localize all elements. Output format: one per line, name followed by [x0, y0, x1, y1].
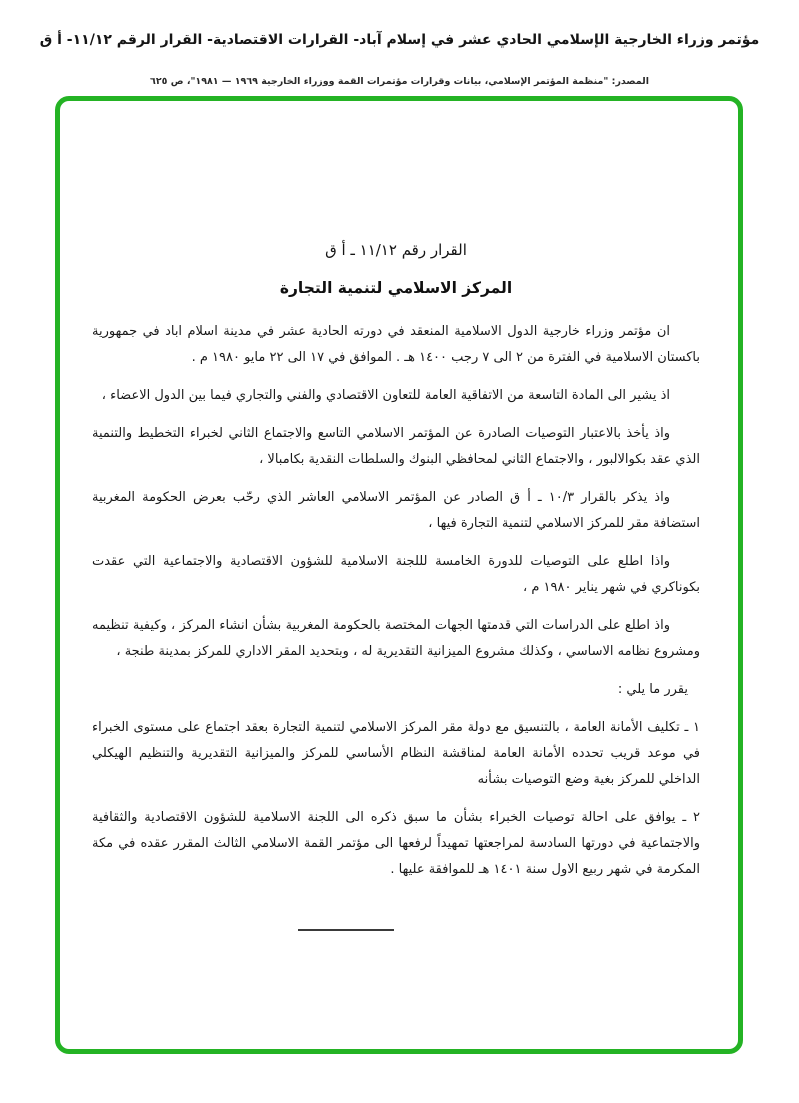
- preamble-paragraph-2: اذ يشير الى المادة التاسعة من الاتفاقية العامة للتعاون الاقتصادي والفني والتجاري فيما بين الدول الاعضاء ،: [101, 388, 670, 403]
- preamble-paragraph-3: واذ يأخذ بالاعتبار التوصيات الصادرة عن المؤتمر الاسلامي التاسع والاجتماع الثاني لخبراء التخطيط والتنمية الذي عقد بكوالالبور ، والاجتماع الثاني لمحافظي البنوك والسلطات النقدية بكامبالا ،: [92, 426, 700, 467]
- page-header-citation: مؤتمر وزراء الخارجية الإسلامي الحادي عشر في إسلام آباد- القرارات الاقتصادية- القرار الرقم ١١/١٢- أ ق: [39, 32, 760, 48]
- preamble-paragraph-4: واذ يذكر بالقرار ١٠/٣ ـ أ ق الصادر عن المؤتمر الاسلامي العاشر الذي رحّب بعرض الحكومة المغربية استضافة مقر للمركز الاسلامي لتنمية التجارة فيها ،: [92, 490, 700, 531]
- operative-item-1: ١ ـ تكليف الأمانة العامة ، بالتنسيق مع دولة مقر المركز الاسلامي لتنمية التجارة بعقد اجتماع على مستوى الخبراء في موعد قريب تحدده الأمانة العامة لمناقشة النظام الأساسي للمركز والميزانية التقديرية والتنظيم الهيكلي الداخلي للمركز بغية وضع التوصيات بشأنه: [92, 720, 700, 787]
- preamble-paragraph-1: ان مؤتمر وزراء خارجية الدول الاسلامية المنعقد في دورته الحادية عشر في مدينة اسلام اباد في جمهورية باكستان الاسلامية في الفترة من ٢ الى ٧ رجب ١٤٠٠ هـ . الموافق في ١٧ الى ٢٢ مايو ١٩٨٠ م .: [92, 324, 700, 365]
- resolution-subject-title: المركز الاسلامي لتنمية التجارة: [279, 279, 513, 297]
- operative-item-2: ٢ ـ يوافق على احالة توصيات الخبراء بشأن ما سبق ذكره الى اللجنة الاسلامية للشؤون الاقتصادية والثقافية والاجتماعية في دورتها السادسة لمراجعتها تمهيداً لرفعها الى مؤتمر القمة الاسلامي الثالث المقرر عقده في مكة المكرمة في شهر ربيع الاول سنة ١٤٠١ هـ للموافقة عليها .: [92, 810, 700, 877]
- document-body: [92, 241, 700, 895]
- scanned-document-frame: [55, 96, 743, 1054]
- source-citation: المصدر: "منظمة المؤتمر الإسلامي، بيانات وقرارات مؤتمرات القمة ووزراء الخارجية ١٩٦٩ — ١٩٨١"، ص ٦٢٥: [150, 76, 649, 87]
- resolves-line: يقرر ما يلي :: [617, 682, 688, 697]
- end-divider: [298, 929, 394, 931]
- preamble-paragraph-5: واذا اطلع على التوصيات للدورة الخامسة لللجنة الاسلامية للشؤون الاقتصادية والاجتماعية التي عقدت بكوناكري في شهر يناير ١٩٨٠ م ،: [92, 554, 700, 595]
- resolution-number-title: القرار رقم ١١/١٢ ـ أ ق: [325, 241, 467, 259]
- preamble-paragraph-6: واذ اطلع على الدراسات التي قدمتها الجهات المختصة بالحكومة المغربية بشأن انشاء المركز ، وكيفية تنظيمه ومشروع نظامه الاساسي ، وكذلك مشروع الميزانية التقديرية له ، وبتحديد المقر الاداري للمركز بمدينة طنجة ،: [92, 618, 700, 659]
